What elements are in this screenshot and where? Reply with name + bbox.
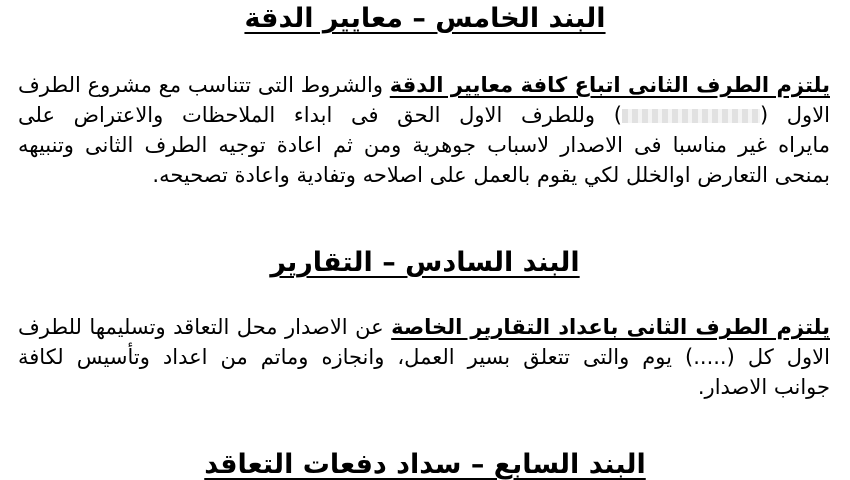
- paragraph-text: الاول (: [759, 103, 831, 127]
- section-heading-6: [0, 246, 850, 280]
- paragraph-text: ) وللطرف الاول الحق فى ابداء الملاحظات والاعتراض على: [18, 103, 622, 127]
- paragraph-text: مايراه غير مناسبا فى الاصدار لاسباب جوهرية ومن ثم اعادة توجيه الطرف الثانى وتنبيهه: [18, 133, 830, 157]
- paragraph-line: [18, 312, 830, 342]
- paragraph-text: عن الاصدار محل التعاقد وتسليمها للطرف: [18, 315, 384, 339]
- paragraph-line: [18, 342, 830, 372]
- paragraph-line: [18, 372, 830, 402]
- emphasis-text: يلتزم الطرف الثانى اتباع كافة معايير الدقة: [389, 73, 830, 97]
- redacted-text: [622, 109, 760, 123]
- emphasis-text: يلتزم الطرف الثانى باعداد التقارير الخاصة: [391, 315, 830, 339]
- paragraph-line: [18, 130, 830, 160]
- paragraph-line: [18, 160, 830, 190]
- paragraph-text: بمنحى التعارض اوالخلل لكي يقوم بالعمل على اصلاحه وتفادية واعادة تصحيحه.: [152, 163, 830, 187]
- section-heading-7-text: البند السابع – سداد دفعات التعاقد: [204, 449, 646, 480]
- section-heading-5-text: البند الخامس – معايير الدقة: [244, 3, 606, 34]
- section-heading-6-text: البند السادس – التقارير: [270, 247, 580, 278]
- section-paragraph-5: [18, 70, 830, 190]
- paragraph-text: جوانب الاصدار.: [697, 375, 830, 399]
- paragraph-text: والشروط التى تتناسب مع مشروع الطرف: [18, 73, 383, 97]
- section-heading-5: [0, 2, 850, 36]
- paragraph-text: الاول كل (.....) يوم والتى تتعلق بسير العمل، وانجازه وماتم من اعداد وتأسيس لكافة: [18, 345, 830, 369]
- section-paragraph-6: [18, 312, 830, 402]
- paragraph-line: [18, 70, 830, 100]
- section-heading-7: [0, 448, 850, 480]
- paragraph-line: [18, 100, 830, 130]
